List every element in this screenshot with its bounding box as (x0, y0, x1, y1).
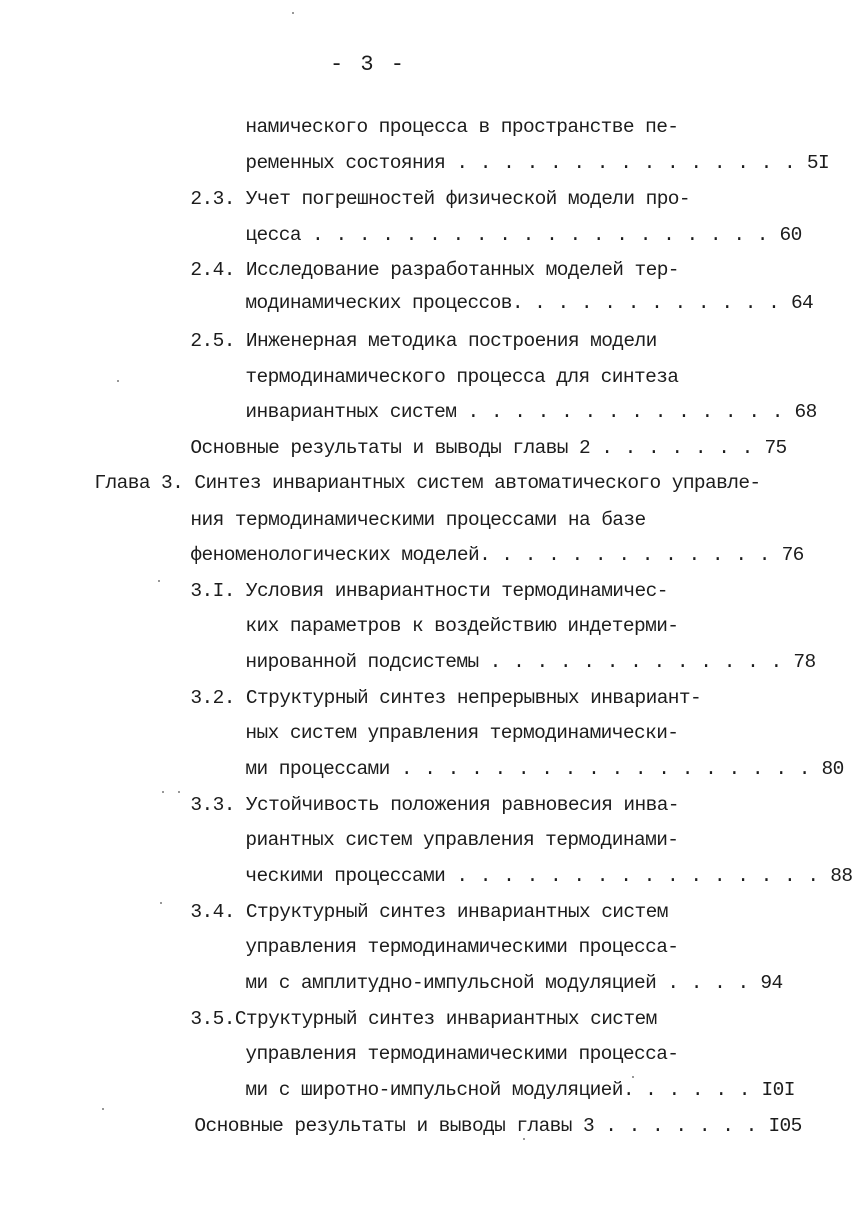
toc-text: феноменологических моделей. (190, 544, 491, 566)
toc-page-number: 78 (793, 651, 816, 673)
toc-text: цесса (245, 224, 301, 246)
toc-leader-dots: . . . . . . . (605, 1115, 758, 1137)
toc-text: 2.5. Инженерная методика построения модели (190, 330, 657, 352)
toc-page-number: 64 (790, 292, 814, 314)
toc-leader-dots: . . . . . . . . . . . . . . . . . . (400, 758, 811, 780)
toc-leader-dots: . . . . . . . . . . . . . . . . . . . . (312, 224, 769, 246)
toc-text: ми процессами (245, 758, 390, 780)
toc-text: инвариантных систем (245, 401, 457, 423)
toc-page-number: 60 (779, 224, 802, 246)
scan-speck (523, 1138, 525, 1140)
toc-text: 3.2. Структурный синтез непрерывных инвариант- (190, 687, 702, 709)
toc-text: ременных состояния (245, 152, 446, 174)
toc-text: ми с широтно-импульсной модуляцией. (245, 1079, 634, 1101)
toc-page-number: 94 (760, 972, 783, 994)
toc-leader-dots: . . . . . . . . . . . . (501, 544, 771, 566)
toc-text: намического процесса в пространстве пе- (245, 116, 679, 138)
scan-speck (162, 791, 164, 793)
page-number: - 3 - (330, 52, 407, 77)
toc-text: 3.4. Структурный синтез инвариантных систем (190, 901, 668, 923)
toc-page-number: I0I (761, 1079, 795, 1101)
toc-page-number: 88 (830, 865, 852, 887)
toc-leader-dots: . . . . . (645, 1079, 751, 1101)
scan-speck (632, 1076, 634, 1078)
scan-speck (160, 902, 162, 904)
scan-speck (178, 791, 180, 793)
toc-text: модинамических процессов. (245, 292, 523, 314)
toc-text: риантных систем управления термодинами- (245, 829, 679, 851)
toc-text: управления термодинамическими процесса- (245, 936, 679, 958)
toc-page-number: 5I (806, 152, 830, 174)
toc-text: Основные результаты и выводы главы 3 (194, 1115, 595, 1137)
toc-text: 3.3. Устойчивость положения равновесия инва- (190, 794, 679, 816)
scan-speck (102, 1108, 104, 1110)
scan-speck (158, 580, 160, 582)
toc-text: нированной подсистемы (245, 651, 479, 673)
toc-text: Основные результаты и выводы главы 2 (190, 437, 591, 459)
toc-page-number: 75 (764, 437, 787, 459)
toc-leader-dots: . . . . . . . (601, 437, 754, 459)
toc-text: 3.I. Условия инвариантности термодинамичес- (190, 580, 668, 602)
toc-leader-dots: . . . . (667, 972, 750, 994)
toc-text: управления термодинамическими процесса- (245, 1043, 679, 1065)
toc-page-number: 68 (794, 401, 817, 423)
toc-page-number: I05 (768, 1115, 802, 1137)
scan-speck (292, 12, 294, 14)
toc-leader-dots: . . . . . . . . . . . . . . (467, 401, 784, 423)
toc-text: 2.4. Исследование разработанных моделей тер- (190, 259, 679, 281)
toc-text: ния термодинамическими процессами на базе (190, 509, 646, 531)
toc-text: ких параметров к воздействию индетерми- (245, 615, 679, 637)
toc-page-number: 80 (821, 758, 844, 780)
toc-leader-dots: . . . . . . . . . . . . . . . . (456, 865, 820, 887)
toc-leader-dots: . . . . . . . . . . . (534, 292, 780, 314)
toc-text: ми с амплитудно-импульсной модуляцией (245, 972, 657, 994)
toc-line (150, 1087, 802, 1165)
toc-text: 3.5.Структурный синтез инвариантных систем (190, 1008, 657, 1030)
toc-text: Глава 3. Синтез инвариантных систем автоматического управле- (94, 472, 761, 494)
toc-text: термодинамического процесса для синтеза (245, 366, 679, 388)
toc-leader-dots: . . . . . . . . . . . . . (489, 651, 783, 673)
toc-text: ческими процессами (245, 865, 446, 887)
toc-leader-dots: . . . . . . . . . . . . . . . (456, 152, 796, 174)
scan-speck (117, 380, 119, 382)
toc-text: ных систем управления термодинамически- (245, 722, 679, 744)
toc-text: 2.3. Учет погрешностей физической модели про- (190, 188, 691, 210)
toc-page-number: 76 (781, 544, 804, 566)
